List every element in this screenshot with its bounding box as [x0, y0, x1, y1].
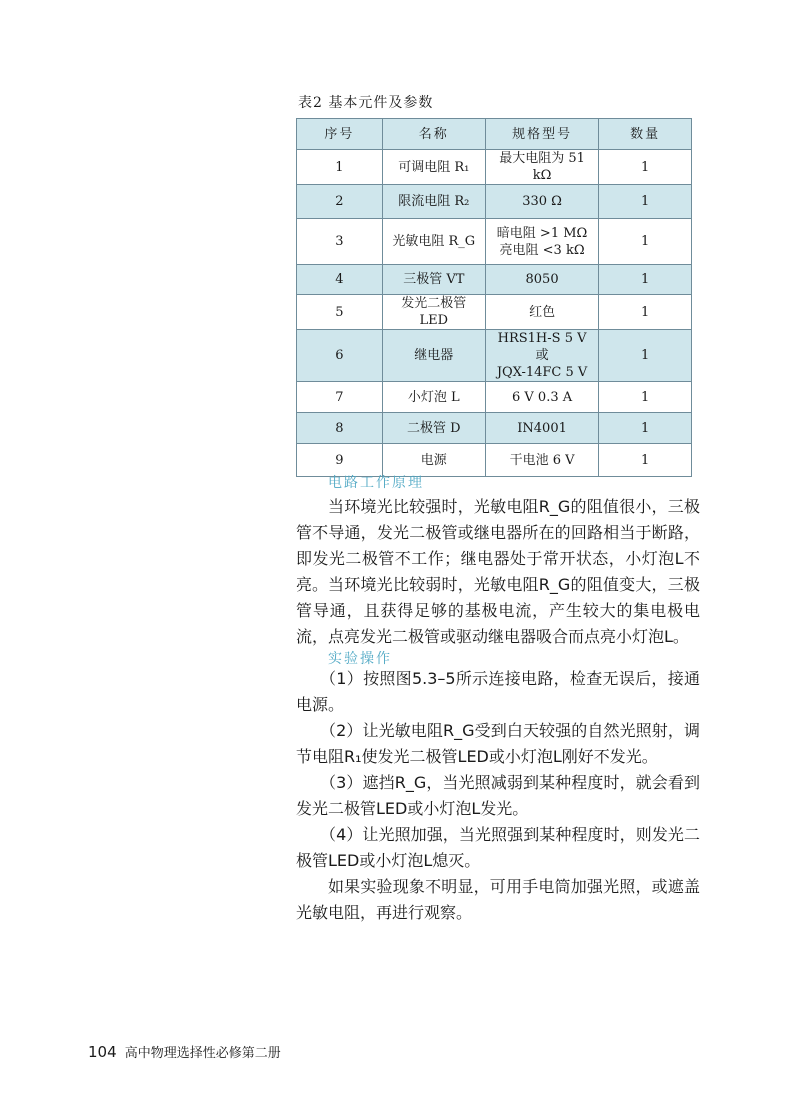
cell-name: 二极管 D [382, 413, 485, 444]
cell-quantity: 1 [599, 413, 692, 444]
cell-spec: 最大电阻为 51 kΩ [485, 150, 598, 185]
cell-quantity: 1 [599, 150, 692, 185]
cell-name: 电源 [382, 444, 485, 477]
step-2: （2）让光敏电阻R_G受到白天较强的自然光照射，调节电阻R₁使发光二极管LED或小灯泡L刚好不发光。 [296, 721, 700, 766]
section-heading-experiment-steps: 实验操作 [328, 651, 392, 667]
table-header-row [297, 119, 692, 150]
cell-name: 继电器 [382, 330, 485, 382]
header-spec: 规格型号 [485, 119, 598, 150]
table-row [297, 265, 692, 295]
table-row [297, 382, 692, 413]
cell-spec: 6 V 0.3 A [485, 382, 598, 413]
header-name: 名称 [382, 119, 485, 150]
cell-quantity: 1 [599, 382, 692, 413]
cell-spec: 红色 [485, 295, 598, 330]
cell-name: 三极管 VT [382, 265, 485, 295]
component-parameter-table [296, 118, 692, 477]
cell-number: 2 [297, 185, 383, 219]
cell-name: 小灯泡 L [382, 382, 485, 413]
section-heading-circuit-principle: 电路工作原理 [328, 475, 424, 491]
cell-number: 9 [297, 444, 383, 477]
table-row [297, 150, 692, 185]
cell-spec: HRS1H-S 5 V 或 JQX-14FC 5 V [485, 330, 598, 382]
cell-spec: 8050 [485, 265, 598, 295]
cell-name: 光敏电阻 R_G [382, 219, 485, 265]
cell-quantity: 1 [599, 295, 692, 330]
cell-spec: 干电池 6 V [485, 444, 598, 477]
paragraph-strong-light: 当环境光比较强时，光敏电阻R_G的阻值很小，三极管不导通，发光二极管或继电器所在的回路相当于断路，即发光二极管不工作；继电器处于常开状态，小灯泡L不亮。 [296, 497, 700, 594]
cell-number: 5 [297, 295, 383, 330]
cell-quantity: 1 [599, 185, 692, 219]
step-3: （3）遮挡R_G，当光照减弱到某种程度时，就会看到发光二极管LED或小灯泡L发光。 [296, 773, 700, 818]
header-quantity: 数量 [599, 119, 692, 150]
cell-quantity: 1 [599, 330, 692, 382]
cell-spec: IN4001 [485, 413, 598, 444]
cell-quantity: 1 [599, 265, 692, 295]
header-number: 序号 [297, 119, 383, 150]
page-number: 104 [88, 1043, 117, 1061]
table-row [297, 413, 692, 444]
paragraph-note: 如果实验现象不明显，可用手电筒加强光照，或遮盖光敏电阻，再进行观察。 [296, 877, 700, 922]
cell-number: 8 [297, 413, 383, 444]
step-1: （1）按照图5.3–5所示连接电路，检查无误后，接通电源。 [296, 669, 700, 714]
paragraph-weak-light: 当环境光比较弱时，光敏电阻R_G的阻值变大，三极管导通，且获得足够的基极电流，产生较大的集电极电流，点亮发光二极管或驱动继电器吸合而点亮小灯泡L。 [296, 575, 700, 646]
cell-number: 7 [297, 382, 383, 413]
table-caption: 表2 基本元件及参数 [298, 95, 434, 111]
cell-number: 6 [297, 330, 383, 382]
cell-quantity: 1 [599, 444, 692, 477]
cell-spec: 330 Ω [485, 185, 598, 219]
table-row [297, 185, 692, 219]
page-footer [88, 1042, 281, 1061]
table-row [297, 330, 692, 382]
step-4: （4）让光照加强，当光照强到某种程度时，则发光二极管LED或小灯泡L熄灭。 [296, 825, 700, 870]
cell-name: 限流电阻 R₂ [382, 185, 485, 219]
cell-number: 1 [297, 150, 383, 185]
cell-number: 3 [297, 219, 383, 265]
cell-name: 可调电阻 R₁ [382, 150, 485, 185]
cell-spec: 暗电阻 >1 MΩ 亮电阻 <3 kΩ [485, 219, 598, 265]
cell-number: 4 [297, 265, 383, 295]
cell-quantity: 1 [599, 219, 692, 265]
table-row [297, 219, 692, 265]
book-title: 高中物理选择性必修第二册 [124, 1046, 281, 1061]
table-row [297, 295, 692, 330]
cell-name: 发光二极管 LED [382, 295, 485, 330]
